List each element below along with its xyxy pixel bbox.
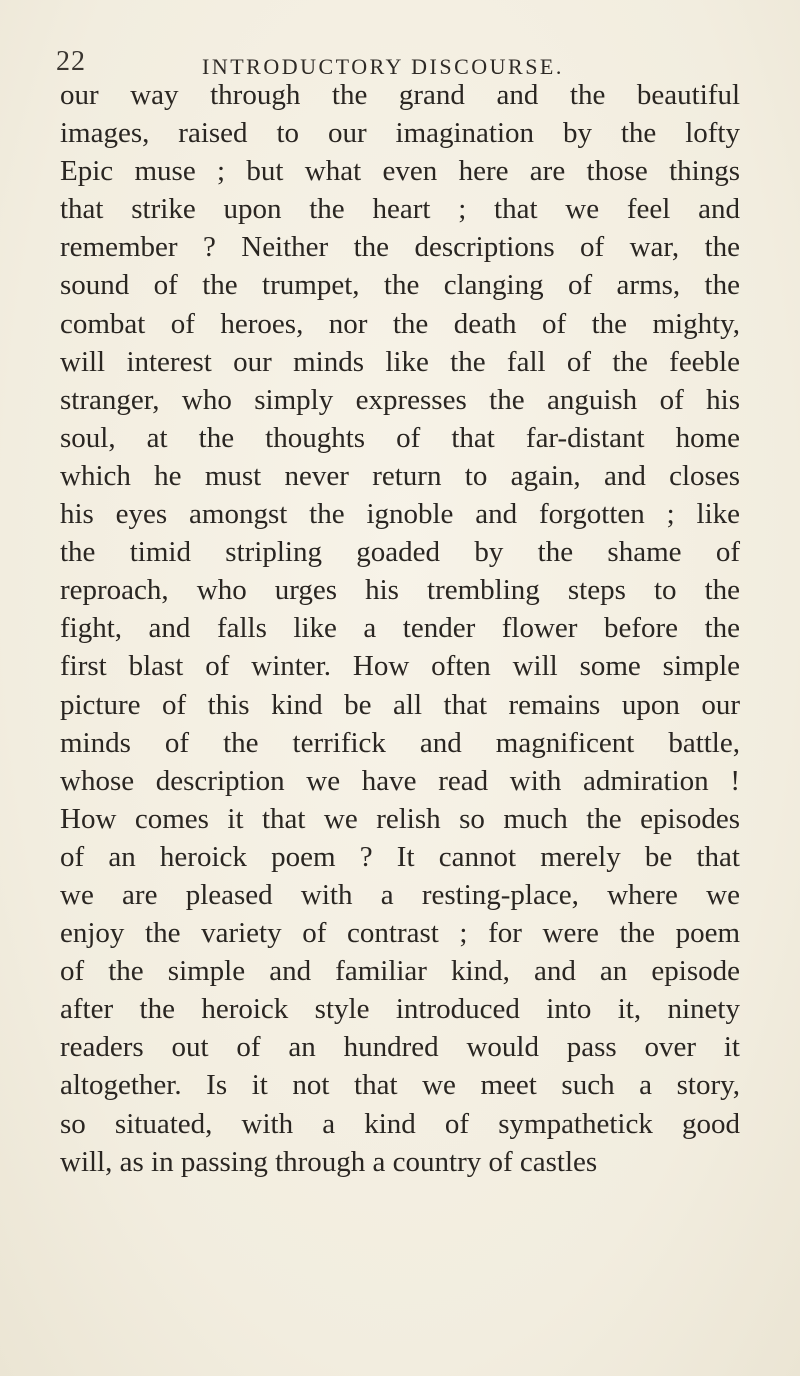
text-line: remember ? Neither the descriptions of war, the: [60, 231, 740, 264]
text-line: our way through the grand and the beautiful: [60, 79, 740, 111]
text-line: the timid stripling goaded by the shame of: [60, 536, 740, 569]
text-line: which he must never return to again, and closes: [60, 459, 740, 492]
text-line: soul, at the thoughts of that far-distant home: [60, 421, 740, 454]
text-line: fight, and falls like a tender flower before the: [60, 612, 740, 645]
text-line: that strike upon the heart ; that we feel and: [60, 193, 740, 226]
text-line: reproach, who urges his trembling steps to the: [60, 574, 740, 607]
text-line: after the heroick style introduced into it, ninety: [60, 993, 740, 1026]
page-number: 22: [56, 46, 86, 77]
text-line: we are pleased with a resting-place, where we: [60, 878, 740, 911]
text-line: picture of this kind be all that remains upon our: [60, 688, 740, 721]
text-line: stranger, who simply expresses the anguish of his: [60, 383, 740, 416]
text-line: sound of the trumpet, the clanging of arms, the: [60, 269, 740, 302]
text-line: his eyes amongst the ignoble and forgotten ; like: [60, 498, 740, 531]
text-line: combat of heroes, nor the death of the mighty,: [60, 307, 740, 340]
text-line: of an heroick poem ? It cannot merely be that: [60, 840, 740, 873]
text-line: enjoy the variety of contrast ; for were the poem: [60, 917, 740, 950]
text-line: minds of the terrifick and magnificent battle,: [60, 726, 740, 759]
text-line: altogether. Is it not that we meet such a story,: [60, 1069, 740, 1102]
body-text: [60, 76, 740, 1181]
text-line: How comes it that we relish so much the episodes: [60, 802, 740, 835]
text-line: so situated, with a kind of sympathetick good: [60, 1107, 740, 1140]
text-line: whose description we have read with admiration !: [60, 764, 740, 797]
text-line: will, as in passing through a country of castles: [60, 1145, 598, 1178]
text-line: Epic muse ; but what even here are those things: [60, 155, 740, 188]
running-head-title: INTRODUCTORY DISCOURSE.: [202, 54, 564, 79]
text-line: will interest our minds like the fall of the feeble: [60, 345, 740, 378]
text-line: readers out of an hundred would pass over it: [60, 1031, 740, 1064]
text-line: first blast of winter. How often will some simple: [60, 650, 740, 683]
text-line: images, raised to our imagination by the lofty: [60, 117, 740, 150]
text-line: of the simple and familiar kind, and an episode: [60, 955, 740, 988]
